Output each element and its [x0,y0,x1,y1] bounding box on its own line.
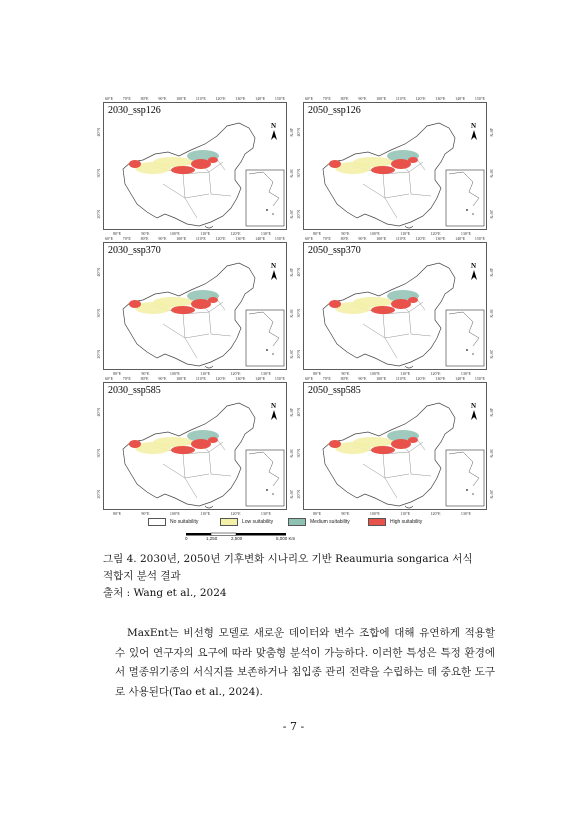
tick-label: 100°E [176,236,187,241]
tick-label: 100°E [369,371,380,376]
panel-title: 2050_ssp585 [308,385,361,396]
tick-label: 90°E [358,376,367,381]
left-axis-ticks [296,408,301,498]
tick-label: 110°E [200,511,211,516]
right-axis-ticks [489,268,494,358]
tick-label: 130°E [460,371,471,376]
legend-item-low-suitability [220,518,273,526]
tick-label: 140°E [255,96,266,101]
tick-label: 110°E [395,96,406,101]
tick-label: 60°E [105,376,114,381]
tick-label: 80°E [140,376,149,381]
tick-label: 80°E [340,96,349,101]
tick-label: 60°E [305,236,314,241]
tick-label: 30°N [489,168,494,178]
tick-label: 150°E [274,96,285,101]
legend-item-medium-suitability [288,518,350,526]
bottom-axis-ticks [113,511,271,516]
tick-label: 20°N [96,349,101,358]
scale-label: 1,250 [206,536,218,541]
tick-label: 70°E [122,376,131,381]
tick-label: 130°E [235,376,246,381]
tick-label: 40°N [296,408,301,417]
tick-label: 20°N [489,349,494,358]
bottom-axis-ticks [313,511,471,516]
svg-text:N: N [271,262,277,270]
species-distribution-figure [96,95,494,543]
tick-label: 90°E [158,376,167,381]
tick-label: 20°N [96,209,101,218]
map-panel [96,96,294,236]
tick-label: 30°N [96,168,101,178]
tick-label: 120°E [415,376,426,381]
legend-swatch [368,518,386,526]
scale-label: 5,000 Km [276,536,296,541]
map-graphic [303,382,487,510]
tick-label: 30°N [289,308,294,318]
caption-source: 출처 : Wang et al., 2024 [103,587,227,599]
tick-label: 110°E [195,96,206,101]
tick-label: 20°N [489,489,494,498]
tick-label: 110°E [395,376,406,381]
right-axis-ticks [489,128,494,218]
tick-label: 110°E [195,236,206,241]
tick-label: 120°E [230,231,241,236]
map-legend [148,518,448,542]
tick-label: 100°E [369,511,380,516]
paragraph-text: MaxEnt는 비선형 모델로 새로운 데이터와 변수 조합에 대해 유연하게 적용할 수 있어 연구자의 요구에 따라 맞춤형 분석이 가능하다. 이러한 특성은 특정 환경에서 멸종위기종의 서식지를 보존하거나 침입종 관리 전략을 수립하는 데 중요한 도구로 사용된다(Tao et al., 2024). [115,627,495,698]
legend-label: Medium suitability [310,519,350,525]
tick-label: 70°E [122,236,131,241]
tick-label: 140°E [455,236,466,241]
tick-label: 20°N [489,209,494,218]
tick-label: 100°E [169,371,180,376]
left-axis-ticks [296,268,301,358]
tick-label: 150°E [274,376,285,381]
tick-label: 60°E [105,236,114,241]
tick-label: 120°E [415,96,426,101]
tick-label: 40°N [96,408,101,417]
tick-label: 70°E [322,376,331,381]
tick-label: 130°E [435,236,446,241]
legend-swatch [148,518,166,526]
tick-label: 150°E [274,236,285,241]
tick-label: 80°E [113,511,122,516]
tick-label: 40°N [289,408,294,417]
tick-label: 130°E [260,231,271,236]
tick-label: 30°N [296,168,301,178]
left-axis-ticks [296,128,301,218]
tick-label: 40°N [489,268,494,277]
tick-label: 40°N [296,268,301,277]
tick-label: 90°E [141,511,150,516]
caption-line-1: 그림 4. 2030년, 2050년 기후변화 시나리오 기반 Reaumuria songarica 서식 [103,553,473,565]
figure-caption [103,551,493,602]
tick-label: 30°N [289,448,294,458]
tick-label: 100°E [376,376,387,381]
left-axis-ticks [96,128,101,218]
panel-title: 2030_ssp585 [108,385,161,396]
tick-label: 20°N [289,209,294,218]
legend-swatch [220,518,238,526]
tick-label: 110°E [395,236,406,241]
tick-label: 130°E [435,96,446,101]
tick-label: 110°E [400,371,411,376]
svg-text:N: N [471,122,477,130]
right-axis-ticks [289,128,294,218]
tick-label: 90°E [158,236,167,241]
tick-label: 20°N [296,349,301,358]
tick-label: 90°E [358,236,367,241]
tick-label: 120°E [230,511,241,516]
map-panel [296,96,494,236]
tick-label: 30°N [296,448,301,458]
tick-label: 140°E [255,236,266,241]
tick-label: 90°E [158,96,167,101]
map-graphic [303,102,487,230]
tick-label: 40°N [289,268,294,277]
legend-label: Low suitability [242,519,274,525]
tick-label: 70°E [322,96,331,101]
page-number: - 7 - [282,720,305,733]
tick-label: 60°E [305,96,314,101]
tick-label: 140°E [455,376,466,381]
tick-label: 150°E [474,96,485,101]
tick-label: 150°E [474,376,485,381]
scale-label: 0 [185,536,188,541]
panel-title: 2050_ssp370 [308,245,361,256]
tick-label: 100°E [176,96,187,101]
map-panel [296,376,494,516]
svg-text:N: N [471,402,477,410]
panel-title: 2030_ssp370 [108,245,161,256]
tick-label: 90°E [341,231,350,236]
map-panel [96,236,294,376]
tick-label: 120°E [230,371,241,376]
tick-label: 110°E [200,231,211,236]
tick-label: 110°E [400,511,411,516]
svg-text:N: N [271,402,277,410]
tick-label: 70°E [322,236,331,241]
tick-label: 40°N [296,128,301,137]
tick-label: 20°N [296,489,301,498]
legend-item-no-suitability [148,518,198,526]
tick-label: 40°N [289,128,294,137]
tick-label: 30°N [289,168,294,178]
legend-label: High suitability [390,519,423,525]
top-axis-ticks [105,96,285,101]
tick-label: 120°E [215,236,226,241]
right-axis-ticks [289,268,294,358]
body-paragraph [115,624,495,702]
map-graphic [103,382,287,510]
scale-label: 2,500 [231,536,243,541]
legend-swatch [288,518,306,526]
tick-label: 80°E [113,231,122,236]
tick-label: 110°E [195,376,206,381]
top-axis-ticks [305,96,485,101]
tick-label: 110°E [400,231,411,236]
tick-label: 40°N [489,408,494,417]
tick-label: 100°E [376,96,387,101]
tick-label: 20°N [296,209,301,218]
tick-label: 90°E [141,231,150,236]
top-axis-ticks [305,376,485,381]
left-axis-ticks [96,268,101,358]
tick-label: 100°E [176,376,187,381]
tick-label: 80°E [340,376,349,381]
tick-label: 80°E [113,371,122,376]
tick-label: 120°E [430,371,441,376]
panel-title: 2030_ssp126 [108,105,161,116]
right-axis-ticks [489,408,494,498]
tick-label: 130°E [260,511,271,516]
tick-label: 100°E [169,231,180,236]
tick-label: 90°E [341,511,350,516]
map-panel [296,236,494,376]
tick-label: 80°E [313,511,322,516]
tick-label: 70°E [122,96,131,101]
tick-label: 140°E [455,96,466,101]
tick-label: 140°E [255,376,266,381]
tick-label: 30°N [296,308,301,318]
scale-bar [186,532,296,539]
top-axis-ticks [105,376,285,381]
tick-label: 130°E [235,236,246,241]
svg-text:N: N [271,122,277,130]
tick-label: 120°E [430,231,441,236]
tick-label: 20°N [289,489,294,498]
map-graphic [103,102,287,230]
legend-label: No suitability [170,519,199,525]
tick-label: 130°E [460,511,471,516]
map-graphic [103,242,287,370]
tick-label: 60°E [105,96,114,101]
tick-label: 120°E [215,96,226,101]
tick-label: 80°E [140,96,149,101]
tick-label: 120°E [415,236,426,241]
tick-label: 100°E [369,231,380,236]
tick-label: 130°E [460,231,471,236]
legend-item-high-suitability [368,518,422,526]
tick-label: 90°E [341,371,350,376]
tick-label: 130°E [435,376,446,381]
tick-label: 20°N [289,349,294,358]
tick-label: 60°E [305,376,314,381]
tick-label: 80°E [140,236,149,241]
map-graphic [303,242,487,370]
tick-label: 40°N [96,128,101,137]
tick-label: 40°N [489,128,494,137]
map-panel [96,376,294,516]
tick-label: 20°N [96,489,101,498]
panel-title: 2050_ssp126 [308,105,361,116]
tick-label: 80°E [313,231,322,236]
tick-label: 100°E [376,236,387,241]
tick-label: 150°E [474,236,485,241]
tick-label: 110°E [200,371,211,376]
tick-label: 120°E [215,376,226,381]
right-axis-ticks [289,408,294,498]
caption-line-2: 적합지 분석 결과 [103,570,181,582]
tick-label: 30°N [96,308,101,318]
left-axis-ticks [96,408,101,498]
tick-label: 40°N [96,268,101,277]
tick-label: 90°E [358,96,367,101]
top-axis-ticks [105,236,285,241]
tick-label: 130°E [235,96,246,101]
tick-label: 100°E [169,511,180,516]
tick-label: 80°E [340,236,349,241]
tick-label: 30°N [489,448,494,458]
tick-label: 120°E [430,511,441,516]
top-axis-ticks [305,236,485,241]
tick-label: 130°E [260,371,271,376]
tick-label: 30°N [489,308,494,318]
svg-text:N: N [471,262,477,270]
tick-label: 80°E [313,371,322,376]
tick-label: 90°E [141,371,150,376]
tick-label: 30°N [96,448,101,458]
